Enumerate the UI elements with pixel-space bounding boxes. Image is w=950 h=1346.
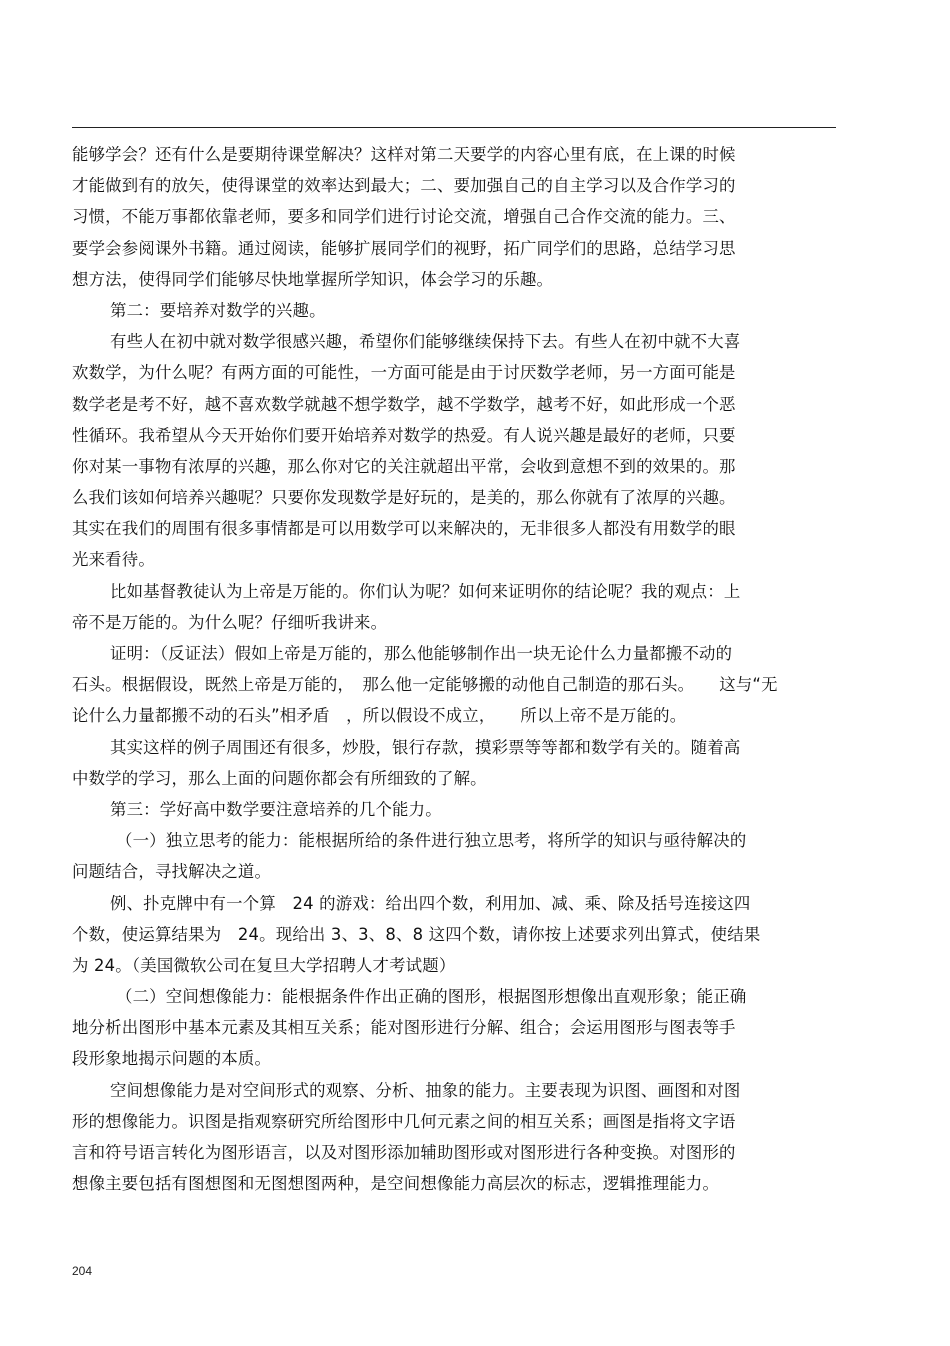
text-line: （二）空间想像能力：能根据条件作出正确的图形，根据图形想像出直观形象；能正确: [116, 987, 747, 1007]
text-line: 数学老是考不好，越不喜欢数学就越不想学数学，越不学数学，越考不好，如此形成一个恶: [72, 394, 736, 414]
text-line: 光来看待。: [72, 550, 155, 570]
text-line: 么我们该如何培养兴趣呢？只要你发现数学是好玩的，是美的，那么你就有了浓厚的兴趣。: [72, 488, 736, 508]
section-heading: 第三：学好高中数学要注意培养的几个能力。: [110, 799, 442, 819]
text-line: 想像主要包括有图想图和无图想图两种，是空间想像能力高层次的标志，逻辑推理能力。: [72, 1174, 720, 1194]
text-line: 形的想像能力。识图是指观察研究所给图形中几何元素之间的相互关系；画图是指将文字语: [72, 1111, 736, 1131]
text-line: 论什么力量都搬不动的石头”相矛盾 ，所以假设不成立， 所以上帝不是万能的。: [72, 706, 687, 726]
text-line: 地分析出图形中基本元素及其相互关系；能对图形进行分解、组合；会运用图形与图表等手: [72, 1018, 736, 1038]
section-heading: 第二：要培养对数学的兴趣。: [110, 300, 326, 320]
text-line: 证明：（反证法）假如上帝是万能的，那么他能够制作出一块无论什么力量都搬不动的: [110, 644, 733, 663]
text-line: 例、扑克牌中有一个算 24 的游戏：给出四个数，利用加、减、乘、除及括号连接这四: [110, 893, 751, 913]
text-line: （一）独立思考的能力：能根据所给的条件进行独立思考，将所学的知识与亟待解决的: [116, 831, 747, 851]
text-line: 有些人在初中就对数学很感兴趣，希望你们能够继续保持下去。有些人在初中就不大喜: [110, 332, 741, 352]
text-line: 比如基督教徒认为上帝是万能的。你们认为呢？如何来证明你的结论呢？我的观点：上: [110, 581, 741, 601]
text-line: 问题结合，寻找解决之道。: [72, 862, 272, 882]
text-line: 其实在我们的周围有很多事情都是可以用数学可以来解决的，无非很多人都没有用数学的眼: [72, 519, 736, 539]
text-line: 想方法，使得同学们能够尽快地掌握所学知识，体会学习的乐趣。: [72, 269, 554, 289]
text-line: 石头。根据假设，既然上帝是万能的， 那么他一定能够搬的动他自己制造的那石头。 这与“无: [72, 675, 778, 695]
text-line: 欢数学，为什么呢？有两方面的可能性，一方面可能是由于讨厌数学老师，另一方面可能是: [72, 363, 736, 383]
text-line: 要学会参阅课外书籍。通过阅读，能够扩展同学们的视野，拓广同学们的思路，总结学习思: [72, 238, 736, 258]
text-line: 中数学的学习，那么上面的问题你都会有所细致的了解。: [72, 768, 487, 788]
body-text: [72, 139, 852, 1199]
text-line: 为 24。（美国微软公司在复旦大学招聘人才考试题）: [72, 955, 456, 975]
text-line: 帝不是万能的。为什么呢？仔细听我讲来。: [72, 612, 388, 632]
text-line: 能够学会？还有什么是要期待课堂解决？这样对第二天要学的内容心里有底，在上课的时候: [72, 145, 736, 164]
text-line: 你对某一事物有浓厚的兴趣，那么你对它的关注就超出平常，会收到意想不到的效果的。那: [72, 456, 736, 476]
header-rule: [72, 127, 836, 128]
text-line: 言和符号语言转化为图形语言，以及对图形添加辅助图形或对图形进行各种变换。对图形的: [72, 1143, 736, 1162]
text-line: 习惯，不能万事都依靠老师，要多和同学们进行讨论交流，增强自己合作交流的能力。三、: [72, 207, 736, 227]
text-line: 段形象地揭示问题的本质。: [72, 1049, 272, 1069]
page-number: 204: [72, 1264, 93, 1278]
text-line: 其实这样的例子周围还有很多，炒股，银行存款，摸彩票等等都和数学有关的。随着高: [110, 737, 741, 757]
text-line: 空间想像能力是对空间形式的观察、分析、抽象的能力。主要表现为识图、画图和对图: [110, 1080, 741, 1100]
text-line: 个数，使运算结果为 24。现给出 3、3、8、8 这四个数，请你按上述要求列出算式，使结果: [72, 924, 761, 944]
text-line: 才能做到有的放矢，使得课堂的效率达到最大；二、要加强自己的自主学习以及合作学习的: [72, 176, 736, 196]
text-line: 性循环。我希望从今天开始你们要开始培养对数学的热爱。有人说兴趣是最好的老师，只要: [72, 425, 736, 445]
